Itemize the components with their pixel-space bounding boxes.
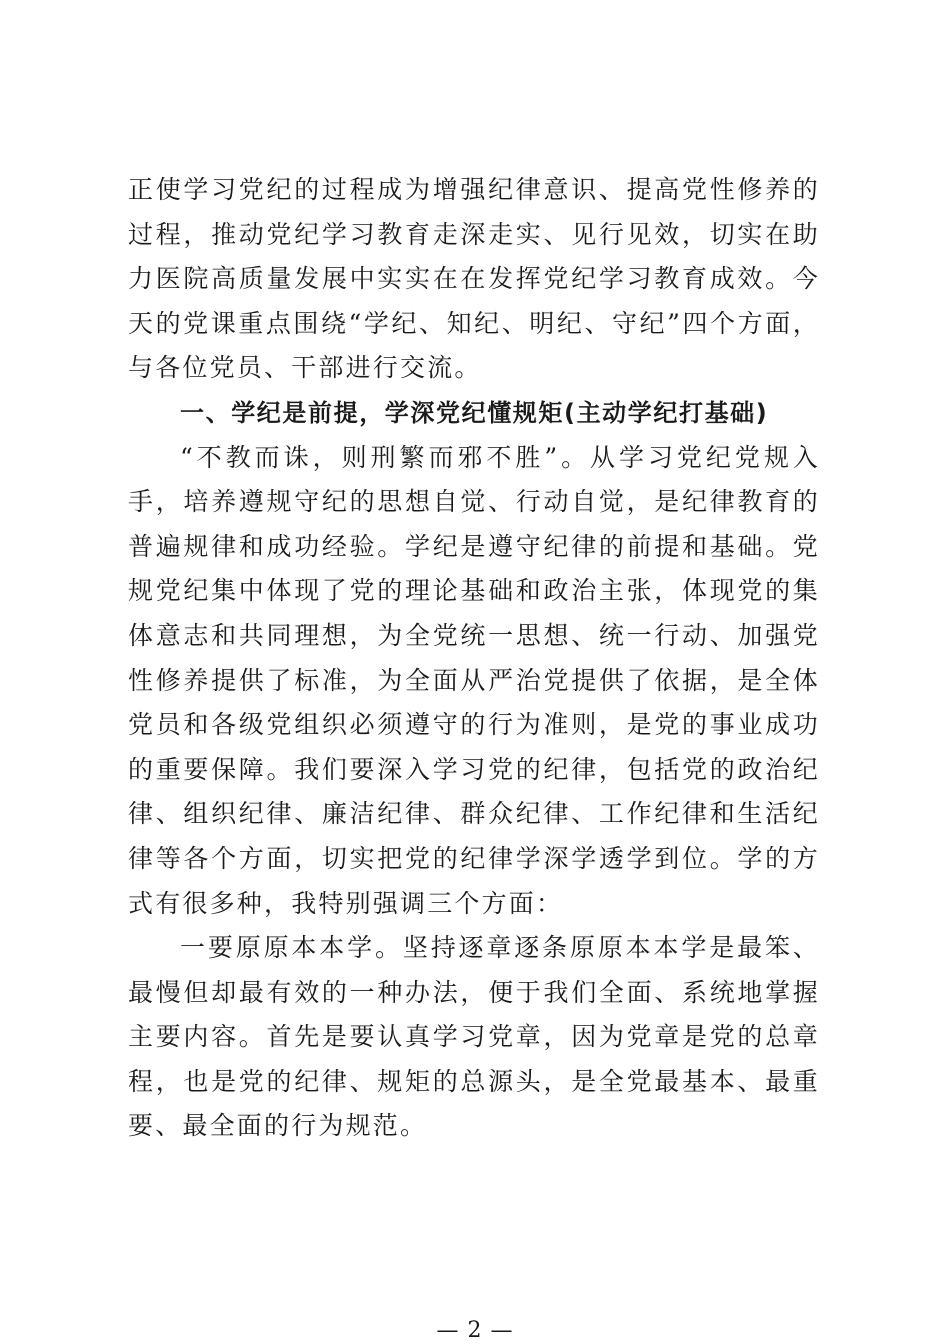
body-paragraph-1: “不教而诛，则刑繁而邪不胜”。从学习党纪党规入手，培养遵规守纪的思想自觉、行动自觉，是纪律教育的普遍规律和成功经验。学纪是遵守纪律的前提和基础。党规党纪集中体现了党的理论基础和政治主张，体现党的集体意志和共同理想，为全党统一思想、统一行动、加强党性修养提供了标准，为全面从严治党提供了依据，是全体党员和各级党组织必须遵守的行为准则，是党的事业成功的重要保障。我们要深入学习党的纪律，包括党的政治纪律、组织纪律、廉洁纪律、群众纪律、工作纪律和生活纪律等各个方面，切实把党的纪律学深学透学到位。学的方式有很多种，我特别强调三个方面： [128, 442, 820, 918]
section-heading: 一、学纪是前提，学深党纪懂规矩(主动学纪打基础) [180, 398, 769, 427]
continuation-paragraph: 正使学习党纪的过程成为增强纪律意识、提高党性修养的过程，推动党纪学习教育走深走实、见行见效，切实在助力医院高质量发展中实实在在发挥党纪学习教育成效。今天的党课重点围绕“学纪、知纪、明纪、守纪”四个方面，与各位党员、干部进行交流。 [128, 175, 820, 383]
document-body [128, 168, 820, 1149]
body-paragraph-2: 一要原原本本学。坚持逐章逐条原原本本学是最笨、最慢但却最有效的一种办法，便于我们全面、系统地掌握主要内容。首先是要认真学习党章，因为党章是党的总章程，也是党的纪律、规矩的总源头，是全党最基本、最重要、最全面的行为规范。 [128, 933, 820, 1141]
page-number: — 2 — [436, 1318, 514, 1343]
